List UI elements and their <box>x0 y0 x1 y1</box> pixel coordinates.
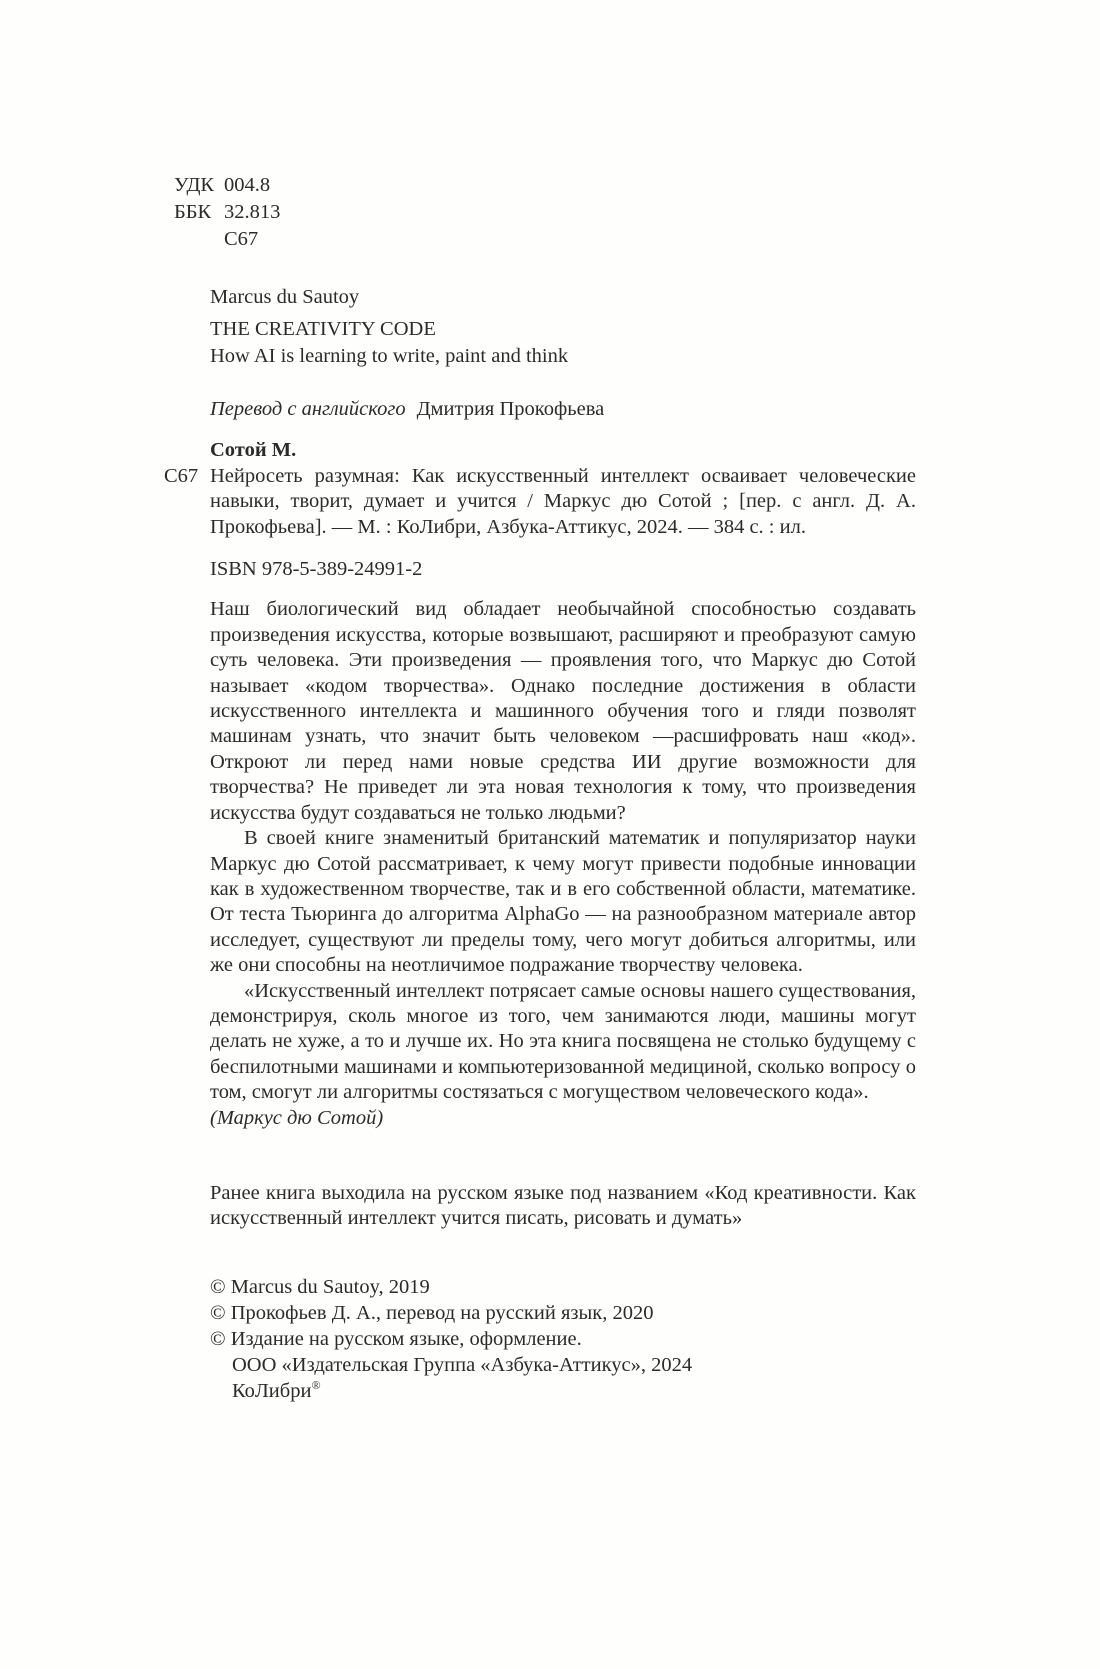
catalog-entry <box>164 464 916 540</box>
translation-credit <box>210 397 916 422</box>
publisher-imprint: КоЛибри <box>232 1379 312 1402</box>
original-title: THE CREATIVITY CODE <box>210 318 436 340</box>
copyright-edition: © Издание на русском языке, оформление. <box>210 1327 582 1350</box>
annotation-quote: «Искусственный интеллект потрясает самые основы нашего существования, демонстрируя, сколь многое из того, чем занимаются люди, машины могут делать не хуже, а то и лучше их. Но эта книга посвящена не столько будущему с беспилотными машинами и компьютеризованной медициной, сколько вопросу о том, смогут ли алгоритмы состязаться с могуществом человеческого кода». <box>210 979 916 1104</box>
original-author: Marcus du Sautoy <box>210 286 360 308</box>
copyright-publisher-group: ООО «Издательская Группа «Азбука-Аттикус», 2024 <box>232 1353 693 1376</box>
bbk-row <box>174 199 280 226</box>
original-subtitle: How AI is learning to write, paint and think <box>210 345 569 367</box>
imprint-content <box>164 284 916 1404</box>
copyright-translator: © Прокофьев Д. А., перевод на русский язык, 2020 <box>210 1301 654 1324</box>
original-edition-block <box>210 284 916 370</box>
catalog-author: Сотой М. <box>210 439 297 462</box>
copyright-author: © Marcus du Sautoy, 2019 <box>210 1275 430 1298</box>
udc-label: УДК <box>174 174 215 196</box>
catalog-entry-text: Нейросеть разумная: Как искусственный интеллект осваивает человеческие навыки, творит, думает и учится / Маркус дю Сотой ; [пер. с англ. Д. А. Прокофьева]. — М. : КоЛибри, Азбука-Аттикус, 2024. — 384 с. : ил. <box>210 464 916 538</box>
previous-edition-note: Ранее книга выходила на русском языке под названием «Код креативности. Как искусственный интеллект учится писать, рисовать и думать» <box>210 1181 916 1230</box>
copyright-block <box>210 1274 916 1404</box>
classification-block <box>174 172 280 253</box>
udc-value: 004.8 <box>224 174 271 196</box>
udc-row <box>174 172 280 199</box>
bbk-label: ББК <box>174 201 212 223</box>
bbk-value: 32.813 <box>224 201 281 223</box>
registered-trademark-mark: ® <box>311 1377 321 1392</box>
quote-attribution: (Маркус дю Сотой) <box>210 1106 384 1129</box>
publisher-imprint-line <box>210 1378 916 1404</box>
author-code: С67 <box>224 228 259 250</box>
translation-label: Перевод с английского <box>210 398 406 420</box>
annotation-paragraph-2: В своей книге знаменитый британский математик и популяризатор науки Маркус дю Сотой рассматривает, к чему могут привести подобные инновации как в художественном творчестве, так и в его собственной области, математике. От теста Тьюринга до алгоритма AlphaGo — на разнообразном материале автор исследует, существуют ли пределы тому, чего могут добиться алгоритмы, или же они способны на неотличимое подражание творчеству человека. <box>210 827 916 977</box>
translator-name: Дмитрия Прокофьева <box>416 398 605 420</box>
author-code-row <box>174 226 280 253</box>
catalog-code: С67 <box>164 464 199 487</box>
isbn: ISBN 978-5-389-24991-2 <box>210 558 423 581</box>
annotation-paragraph-1: Наш биологический вид обладает необычайной способностью создавать произведения искусства, которые возвышают, расширяют и преобразуют самую суть человека. Эти произведения — проявления того, что Маркус дю Сотой называет «кодом творчества». Однако последние достижения в области искусственного интеллекта и машинного обучения того и гляди позволят машинам узнать, что значит быть человеком —расшифровать наш «код». Откроют ли перед нами новые средства ИИ другие возможности для творчества? Не приведет ли эта новая технология к тому, что произведения искусства будут создаваться не только людьми? <box>210 598 916 824</box>
